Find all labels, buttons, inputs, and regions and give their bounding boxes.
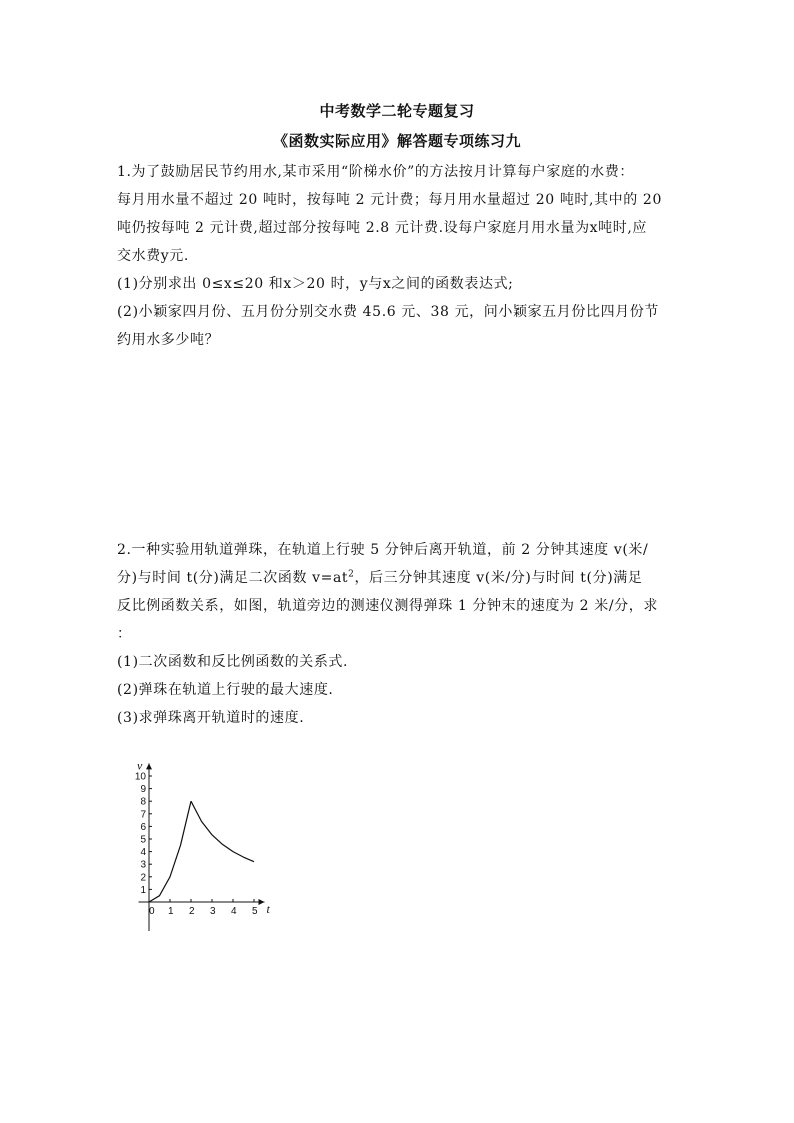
y-axis-label: v <box>137 758 143 773</box>
q1-line: 吨仍按每吨 2 元计费,超过部分按每吨 2.8 元计费.设每户家庭月用水量为x吨时,应 <box>117 220 648 236</box>
x-tick-label: 1 <box>168 906 174 917</box>
x-tick-label: 2 <box>189 906 195 917</box>
q2-line <box>117 564 697 592</box>
q2-formula-text: 分)与时间 t(分)满足二次函数 v=at <box>117 570 349 586</box>
velocity-time-graph <box>116 752 286 937</box>
x-tick-label: 4 <box>231 906 237 917</box>
y-tick-label: 6 <box>140 821 146 833</box>
q1-part-1: (1)分别求出 0≤x≤20 和x＞20 时，y与x之间的函数表达式; <box>117 276 514 292</box>
q2-formula-exponent: 2 <box>348 569 355 580</box>
y-tick-label: 9 <box>140 784 146 796</box>
q2-line: 2.一种实验用轨道弹珠，在轨道上行驶 5 分钟后离开轨道，前 2 分钟其速度 v(米/ <box>117 542 649 558</box>
page-subtitle: 《函数实际应用》解答题专项练习九 <box>272 132 521 150</box>
q2-line: ： <box>117 626 132 642</box>
y-axis-arrow <box>146 763 152 769</box>
q2-part-2: (2)弹珠在轨道上行驶的最大速度. <box>117 682 334 698</box>
q2-line-rest: ，后三分钟其速度 v(米/分)与时间 t(分)满足 <box>354 570 643 586</box>
y-tick-label: 10 <box>134 771 146 783</box>
y-tick-label: 3 <box>140 859 146 871</box>
x-axis-label: t <box>266 902 270 916</box>
q2-part-1: (1)二次函数和反比例函数的关系式. <box>117 654 349 670</box>
page-title: 中考数学二轮专题复习 <box>319 102 475 120</box>
q1-line: 1.为了鼓励居民节约用水,某市采用“阶梯水价”的方法按月计算每户家庭的水费： <box>117 164 634 180</box>
question-1 <box>117 158 697 354</box>
y-tick-label: 4 <box>140 847 146 859</box>
y-tick-label: 1 <box>140 884 146 896</box>
q2-part-3: (3)求弹珠离开轨道时的速度. <box>117 710 305 726</box>
q1-line: 交水费y元. <box>117 248 189 264</box>
question-2 <box>117 536 697 732</box>
q1-part-2-cont: 约用水多少吨？ <box>117 332 220 348</box>
y-tick-label: 5 <box>140 834 146 846</box>
x-tick-label: 5 <box>252 906 258 917</box>
y-tick-label: 2 <box>140 872 146 884</box>
y-tick-label: 8 <box>140 796 146 808</box>
q1-part-2: (2)小颖家四月份、五月份分别交水费 45.6 元、38 元，问小颖家五月份比四月份节 <box>117 304 659 320</box>
q1-line: 每月用水量不超过 20 吨时，按每吨 2 元计费；每月用水量超过 20 吨时,其中的 20 <box>117 192 662 208</box>
y-tick-label: 7 <box>140 809 146 821</box>
x-tick-label: 3 <box>210 906 216 917</box>
x-tick-label: 0 <box>149 906 155 917</box>
q2-line: 反比例函数关系，如图，轨道旁边的测速仪测得弹珠 1 分钟末的速度为 2 米/分，求 <box>117 598 658 614</box>
x-axis-arrow <box>259 899 265 905</box>
inverse-curve <box>191 801 254 861</box>
quadratic-curve <box>149 801 191 902</box>
